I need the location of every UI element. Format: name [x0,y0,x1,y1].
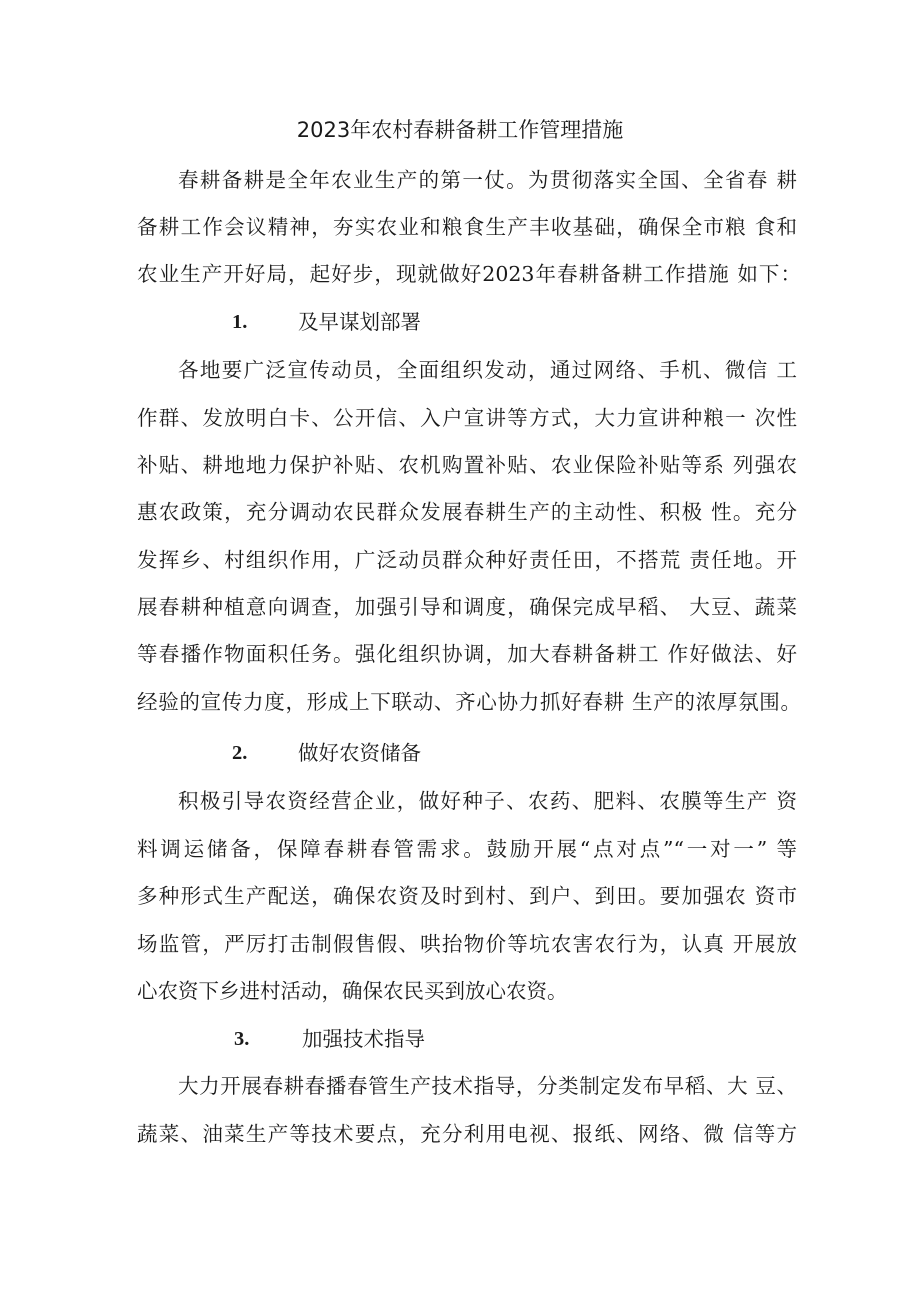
paragraph-line: 积极引导农资经营企业，做好种子、农药、肥料、农膜等生产 资 [178,789,797,813]
intro-line: 备耕工作会议精神，夯实农业和粮食生产丰收基础，确保全市粮 食和 [137,215,797,239]
document-title: 2023年农村春耕备耕工作管理措施 [296,118,624,142]
paragraph-line: 料调运储备，保障春耕春管需求。鼓励开展“点对点”“一对一” 等 [137,837,797,861]
paragraph-line: 多种形式生产配送，确保农资及时到村、到户、到田。要加强农 资市 [137,884,797,908]
paragraph-line: 蔬菜、油菜生产等技术要点，充分利用电视、报纸、网络、微 信等方 [137,1122,797,1146]
paragraph-line: 补贴、耕地地力保护补贴、农机购置补贴、农业保险补贴等系 列强农 [137,453,797,477]
section-title: 加强技术指导 [302,1027,425,1051]
section-title: 做好农资储备 [298,741,421,765]
paragraph-line: 展春耕种植意向调查，加强引导和调度，确保完成早稻、 大豆、蔬菜 [137,595,797,619]
paragraph-line: 场监管，严厉打击制假售假、哄抬物价等坑农害农行为，认真 开展放 [137,932,797,956]
paragraph-line: 各地要广泛宣传动员，全面组织发动，通过网络、手机、微信 工 [178,358,797,382]
paragraph-line: 心农资下乡进村活动，确保农民买到放心农资。 [137,979,568,1003]
section-number: 3. [234,1028,250,1050]
section-heading [232,733,492,773]
paragraph-line: 作群、发放明白卡、公开信、入户宣讲等方式，大力宣讲种粮一 次性 [137,406,797,430]
intro-line: 春耕备耕是全年农业生产的第一仗。为贯彻落实全国、全省春 耕 [178,168,797,192]
section-number: 2. [232,742,248,764]
paragraph-line: 等春播作物面积任务。强化组织协调，加大春耕备耕工 作好做法、好 [137,642,797,666]
section-heading [234,1019,494,1059]
paragraph-line: 惠农政策，充分调动农民群众发展春耕生产的主动性、积极 性。充分 [137,500,797,524]
paragraph-line: 经验的宣传力度，形成上下联动、齐心协力抓好春耕 生产的浓厚氛围。 [137,690,801,714]
section-heading [232,302,492,342]
paragraph-line: 大力开展春耕春播春管生产技术指导，分类制定发布早稻、大 豆、 [178,1074,797,1098]
intro-line: 农业生产开好局，起好步，现就做好2023年春耕备耕工作措施 如下： [137,262,801,286]
paragraph-line: 发挥乡、村组织作用，广泛动员群众种好责任田，不搭荒 责任地。开 [137,548,797,572]
section-number: 1. [232,311,248,333]
section-title: 及早谋划部署 [298,310,421,334]
